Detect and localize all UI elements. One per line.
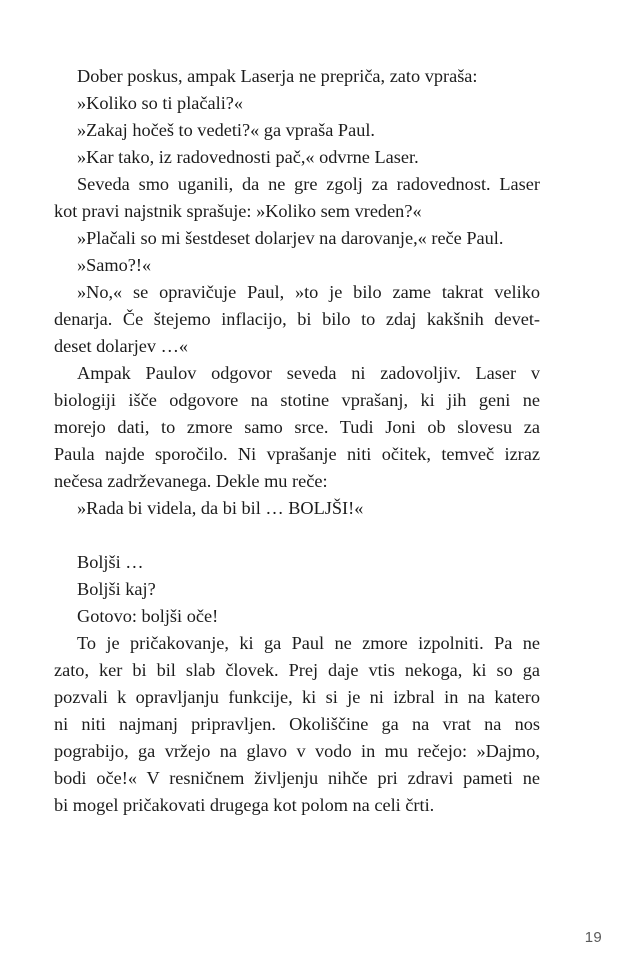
text-line: zato, ker bi bil slab človek. Prej daje vtis nekoga, ki so ga: [54, 660, 540, 680]
text-line: Boljši kaj?: [77, 579, 156, 599]
page-number: 19: [584, 929, 602, 946]
text-line: Dober poskus, ampak Laserja ne prepriča, zato vpraša:: [77, 66, 478, 86]
text-line: bodi oče!« V resničnem življenju nihče pri zdravi pameti ne: [54, 768, 540, 788]
text-line: pozvali k opravljanju funkcije, ki si je ni izbral in na katero: [54, 687, 540, 707]
text-line: denarja. Če štejemo inflacijo, bi bilo to zdaj kakšnih devet-: [54, 309, 540, 329]
text-line: morejo dati, to zmore samo srce. Tudi Joni ob slovesu za: [54, 417, 540, 437]
text-line: bi mogel pričakovati drugega kot polom na celi črti.: [54, 795, 435, 815]
text-line: To je pričakovanje, ki ga Paul ne zmore izpolniti. Pa ne: [77, 633, 540, 653]
text-line: »Rada bi videla, da bi bil … BOLJŠI!«: [77, 498, 364, 518]
text-line: Ampak Paulov odgovor seveda ni zadovoljiv. Laser v: [77, 363, 540, 383]
text-line: Paula najde sporočilo. Ni vprašanje niti očitek, temveč izraz: [54, 444, 540, 464]
text-line: ni niti najmanj pripravljen. Okoliščine ga na vrat na nos: [54, 714, 540, 734]
text-line: pograbijo, ga vržejo na glavo v vodo in mu rečejo: »Dajmo,: [54, 741, 540, 761]
text-line: »Plačali so mi šestdeset dolarjev na darovanje,« reče Paul.: [77, 228, 504, 248]
text-line: »Samo?!«: [77, 255, 152, 275]
text-line: Boljši …: [77, 552, 144, 572]
text-line: »No,« se opravičuje Paul, »to je bilo zame takrat veliko: [77, 282, 540, 302]
text-line: deset dolarjev …«: [54, 336, 189, 356]
body-text: [54, 63, 540, 819]
text-line: »Koliko so ti plačali?«: [77, 93, 244, 113]
text-line: »Kar tako, iz radovednosti pač,« odvrne Laser.: [77, 147, 419, 167]
text-line: biologiji išče odgovore na stotine vprašanj, ki jih geni ne: [54, 390, 540, 410]
text-line: Seveda smo uganili, da ne gre zgolj za radovednost. Laser: [77, 174, 540, 194]
text-line: »Zakaj hočeš to vedeti?« ga vpraša Paul.: [77, 120, 375, 140]
text-line: Gotovo: boljši oče!: [77, 606, 219, 626]
text-line: kot pravi najstnik sprašuje: »Koliko sem vreden?«: [54, 201, 422, 221]
text-line: nečesa zadrževanega. Dekle mu reče:: [54, 471, 328, 491]
